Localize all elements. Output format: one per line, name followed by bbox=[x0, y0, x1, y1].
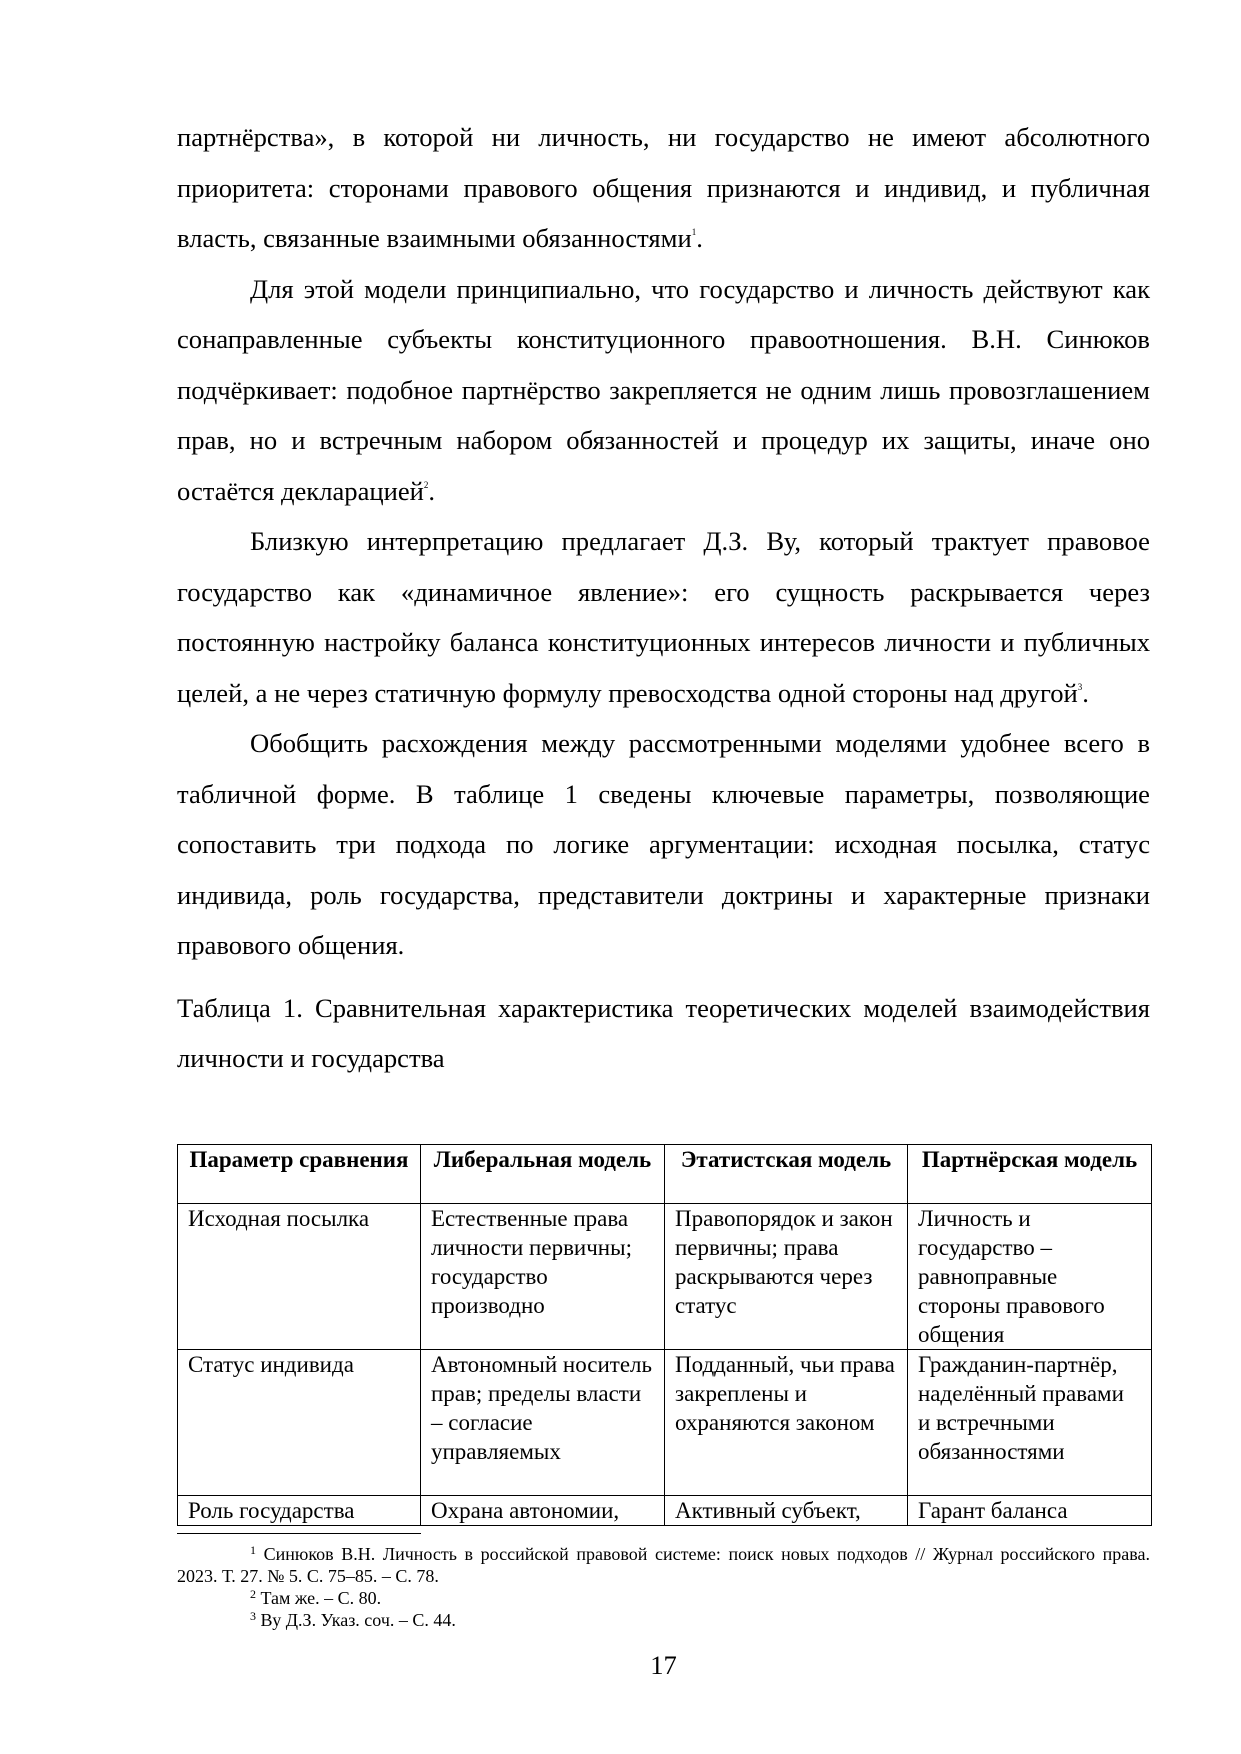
footnote-1 bbox=[177, 1543, 1150, 1587]
footnote-3 bbox=[177, 1609, 1150, 1631]
table-cell: Правопорядок и закон первичны; права раскрываются через статус bbox=[665, 1204, 908, 1350]
table-cell: Охрана автономии, bbox=[421, 1496, 665, 1526]
table-header-row bbox=[178, 1145, 1152, 1204]
footnote-separator bbox=[177, 1533, 421, 1534]
table-cell: Активный субъект, bbox=[665, 1496, 908, 1526]
paragraph-2-end: . bbox=[428, 475, 436, 506]
footnote-text: Там же. – С. 80. bbox=[256, 1588, 382, 1608]
table-cell: Гарант баланса bbox=[908, 1496, 1152, 1526]
paragraph-3-end: . bbox=[1082, 677, 1089, 708]
footnote-number: 2 bbox=[250, 1587, 256, 1601]
header-etatist: Этатистская модель bbox=[665, 1145, 908, 1204]
footnote-ref-2[interactable]: 2 bbox=[423, 479, 429, 490]
table-cell: Личность и государство – равноправные стороны правового общения bbox=[908, 1204, 1152, 1350]
table-cell: Роль государства bbox=[178, 1496, 421, 1526]
footnote-text: Синюков В.Н. Личность в российской правовой системе: поиск новых подходов // Журнал российского права. 2023. Т. 27. № 5. С. 75–85. – С. 78. bbox=[177, 1544, 1150, 1586]
header-partner: Партнёрская модель bbox=[908, 1145, 1152, 1204]
footnote-ref-3[interactable]: 3 bbox=[1077, 681, 1083, 692]
table-row bbox=[178, 1496, 1152, 1526]
table-cell: Подданный, чьи права закреплены и охраняются законом bbox=[665, 1350, 908, 1496]
document-page bbox=[177, 112, 1150, 1084]
table-cell: Автономный носитель прав; пределы власти – согласие управляемых bbox=[421, 1350, 665, 1496]
header-liberal: Либеральная модель bbox=[421, 1145, 665, 1204]
footnote-number: 1 bbox=[250, 1543, 256, 1557]
table-cell: Естественные права личности первичны; государство производно bbox=[421, 1204, 665, 1350]
table-row bbox=[178, 1204, 1152, 1350]
paragraph-3-text: Близкую интерпретацию предлагает Д.З. Ву, который трактует правовое государство как «динамичное явление»: его сущность раскрывается через постоянную настройку баланса конституционных интересов личности и публичных целей, а не через статичную формулу превосходства одной стороны над другой bbox=[177, 526, 1150, 708]
body-text bbox=[177, 112, 1150, 971]
paragraph-1-end: . bbox=[696, 223, 703, 253]
paragraph-2 bbox=[177, 264, 1150, 517]
footnote-ref-1[interactable]: 1 bbox=[691, 227, 697, 237]
table-cell: Гражданин-партнёр, наделённый правами и встречными обязанностями bbox=[908, 1350, 1152, 1496]
footnote-2 bbox=[177, 1587, 1150, 1609]
header-parameter: Параметр сравнения bbox=[178, 1145, 421, 1204]
paragraph-4: Обобщить расхождения между рассмотренными моделями удобнее всего в табличной форме. В таблице 1 сведены ключевые параметры, позволяющие сопоставить три подхода по логике аргументации: исходная посылка, статус индивида, роль государства, представители доктрины и характерные признаки правового общения. bbox=[177, 728, 1150, 960]
page-number: 17 bbox=[650, 1650, 677, 1680]
paragraph-1-text: партнёрства», в которой ни личность, ни государство не имеют абсолютного приоритета: сторонами правового общения признаются и индивид, и публичная власть, связанные взаимными обязанностями bbox=[177, 122, 1150, 253]
footnote-text: Ву Д.З. Указ. соч. – С. 44. bbox=[256, 1610, 456, 1630]
comparison-table bbox=[177, 1144, 1152, 1526]
footnote-number: 3 bbox=[250, 1609, 256, 1623]
table-cell: Исходная посылка bbox=[178, 1204, 421, 1350]
paragraph-2-text: Для этой модели принципиально, что государство и личность действуют как сонаправленные субъекты конституционного правоотношения. В.Н. Синюков подчёркивает: подобное партнёрство закрепляется не одним лишь провозглашением прав, но и встречным набором обязанностей и процедур их защиты, иначе оно остаётся декларацией bbox=[177, 273, 1150, 506]
paragraph-3 bbox=[177, 516, 1150, 718]
footnotes bbox=[177, 1543, 1150, 1631]
table-caption: Таблица 1. Сравнительная характеристика теоретических моделей взаимодействия личности и государства bbox=[177, 992, 1150, 1073]
table-row bbox=[178, 1350, 1152, 1496]
paragraph-1 bbox=[177, 112, 1150, 264]
table-cell: Статус индивида bbox=[178, 1350, 421, 1496]
